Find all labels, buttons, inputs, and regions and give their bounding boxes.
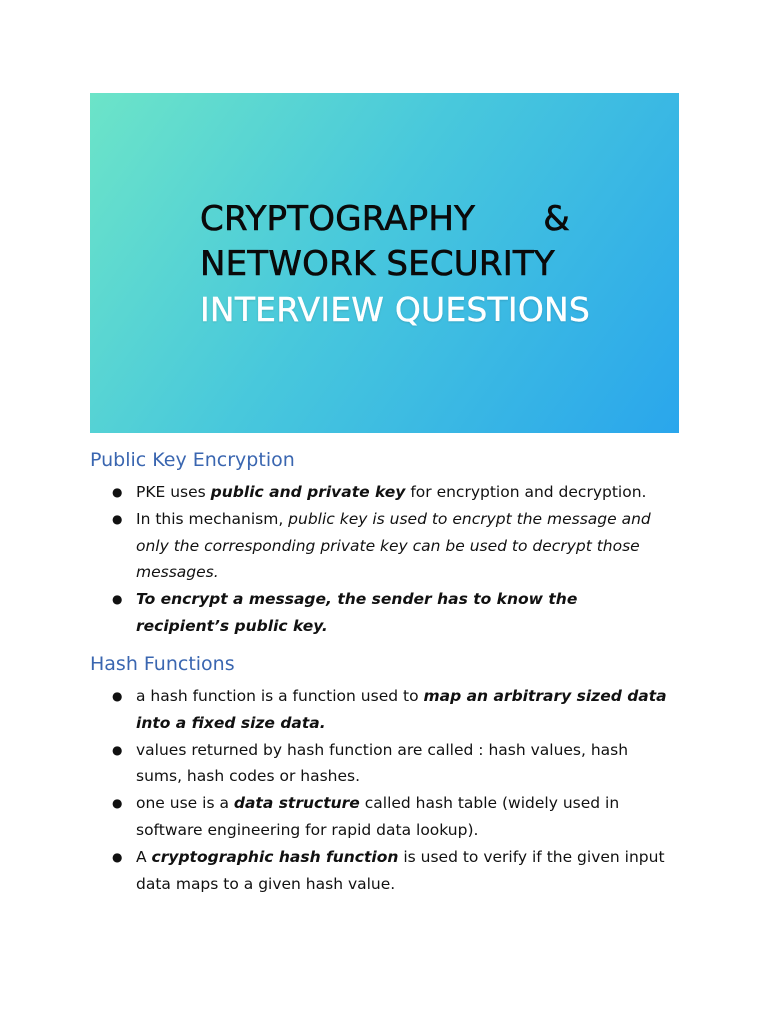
list-item [108,844,668,898]
item-text: In this mechanism, [136,509,289,528]
bullet-icon: ● [112,689,123,703]
item-text-emphasis: data structure [233,794,360,813]
title-banner [90,93,679,433]
item-text-emphasis: cryptographic hash function [151,847,399,866]
item-text: one use is a [136,794,234,813]
banner-title-line2: NETWORK SECURITY [200,244,555,284]
list-item [108,506,668,586]
bullet-icon: ● [112,796,123,811]
list-item [108,479,668,506]
bullet-icon: ● [112,742,123,757]
item-text: called hash table (widely used in software engineering for rapid data lookup). [136,794,620,839]
item-text: is used to verify if the given input data maps to a given hash value. [136,847,665,893]
list-item [108,586,668,640]
public-key-encryption-list [108,479,668,640]
bullet-icon: ● [112,592,123,607]
section-heading-hash-functions: Hash Functions [90,653,235,675]
item-text-emphasis: map an arbitrary sized data into a fixed size data. [136,687,667,732]
item-text: A [136,847,152,866]
banner-title-cryptography: CRYPTOGRAPHY [200,199,476,239]
hash-functions-list [108,683,668,897]
banner-title-ampersand: & [543,199,570,239]
item-text-italic: public key is used to encrypt the message and only the corresponding private key can be used to decrypt those messages. [136,509,651,582]
item-text: values returned by hash function are called : hash values, hash sums, hash codes or hashes. [136,740,629,786]
section-heading-public-key-encryption: Public Key Encryption [90,449,295,471]
bullet-icon: ● [112,485,123,499]
list-item [108,683,668,737]
item-text: PKE uses [136,483,211,501]
item-text-emphasis: public and private key [210,483,406,501]
item-text: a hash function is a function used to [136,687,424,705]
item-text: for encryption and decryption. [405,483,647,501]
bullet-icon: ● [112,511,123,526]
bullet-icon: ● [112,849,123,864]
list-item [108,737,668,791]
banner-subtitle: INTERVIEW QUESTIONS [200,290,591,329]
list-item [108,790,668,844]
item-text-emphasis: To encrypt a message, the sender has to know the recipient’s public key. [136,590,578,635]
